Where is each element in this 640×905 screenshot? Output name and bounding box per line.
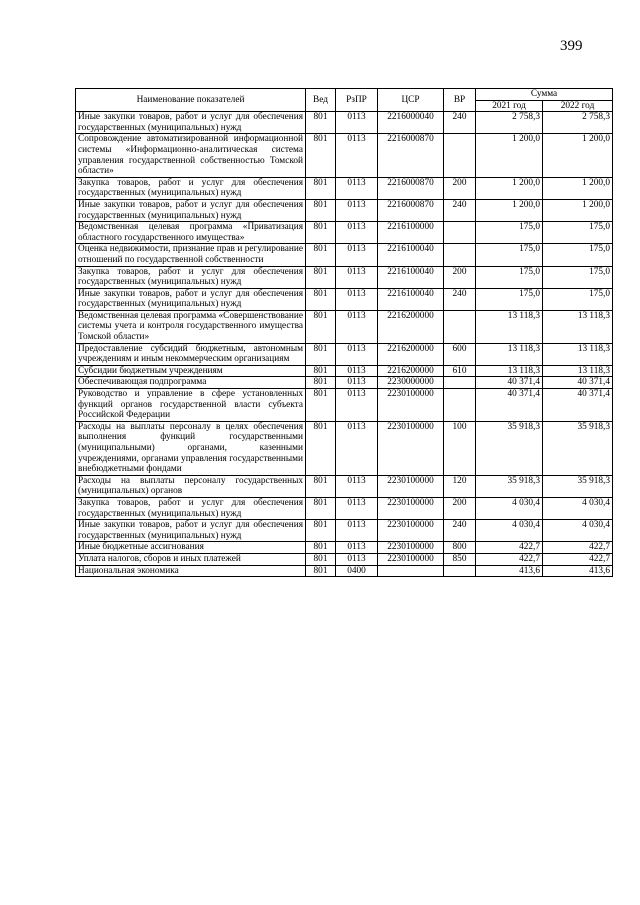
- cell-csr: 2216100040: [378, 266, 444, 288]
- cell-vr: [444, 134, 476, 177]
- cell-y2022: 1 200,0: [543, 177, 613, 199]
- cell-csr: [378, 565, 444, 577]
- cell-csr: 2230100000: [378, 421, 444, 475]
- cell-y2021: 1 200,0: [476, 134, 543, 177]
- cell-y2021: 13 118,3: [476, 365, 543, 377]
- header-name: Наименование показателей: [76, 89, 306, 112]
- cell-csr: 2230100000: [378, 475, 444, 497]
- cell-vr: 240: [444, 199, 476, 221]
- table-row: [76, 377, 613, 389]
- cell-ved: 801: [306, 377, 336, 389]
- cell-name: Ведомственная целевая программа «Совершенствование системы учета и контроля государственного имущества Томской области»: [76, 310, 306, 343]
- header-2021: 2021 год: [476, 100, 543, 112]
- cell-vr: 200: [444, 497, 476, 519]
- cell-rzpr: 0113: [336, 266, 378, 288]
- cell-csr: 2230100000: [378, 542, 444, 554]
- cell-vr: 850: [444, 553, 476, 565]
- cell-name: Субсидии бюджетным учреждениям: [76, 365, 306, 377]
- cell-rzpr: 0113: [336, 177, 378, 199]
- cell-y2021: 175,0: [476, 222, 543, 244]
- header-vr: ВР: [444, 89, 476, 112]
- table-body: [76, 112, 613, 577]
- cell-name: Закупка товаров, работ и услуг для обеспечения государственных (муниципальных) нужд: [76, 177, 306, 199]
- cell-csr: 2216000870: [378, 177, 444, 199]
- table-row: [76, 266, 613, 288]
- table-row: [76, 310, 613, 343]
- cell-y2021: 422,7: [476, 553, 543, 565]
- cell-ved: 801: [306, 222, 336, 244]
- cell-vr: 800: [444, 542, 476, 554]
- cell-name: Иные закупки товаров, работ и услуг для обеспечения государственных (муниципальных) нужд: [76, 112, 306, 134]
- cell-vr: [444, 565, 476, 577]
- header-2022: 2022 год: [543, 100, 613, 112]
- cell-vr: [444, 389, 476, 422]
- cell-y2022: 13 118,3: [543, 310, 613, 343]
- table-row: [76, 520, 613, 542]
- cell-y2021: 13 118,3: [476, 310, 543, 343]
- cell-rzpr: 0113: [336, 377, 378, 389]
- cell-rzpr: 0113: [336, 199, 378, 221]
- cell-name: Иные закупки товаров, работ и услуг для обеспечения государственных (муниципальных) нужд: [76, 199, 306, 221]
- cell-y2021: 35 918,3: [476, 475, 543, 497]
- cell-y2021: 4 030,4: [476, 520, 543, 542]
- cell-rzpr: 0113: [336, 134, 378, 177]
- cell-rzpr: 0113: [336, 542, 378, 554]
- cell-csr: 2216000040: [378, 112, 444, 134]
- cell-csr: 2230100000: [378, 520, 444, 542]
- cell-y2021: 35 918,3: [476, 421, 543, 475]
- cell-name: Национальная экономика: [76, 565, 306, 577]
- cell-name: Закупка товаров, работ и услуг для обеспечения государственных (муниципальных) нужд: [76, 266, 306, 288]
- cell-ved: 801: [306, 112, 336, 134]
- cell-vr: [444, 310, 476, 343]
- cell-csr: 2230000000: [378, 377, 444, 389]
- cell-csr: 2216000870: [378, 199, 444, 221]
- cell-ved: 801: [306, 553, 336, 565]
- cell-rzpr: 0113: [336, 553, 378, 565]
- cell-ved: 801: [306, 389, 336, 422]
- cell-csr: 2216200000: [378, 343, 444, 365]
- cell-name: Закупка товаров, работ и услуг для обеспечения государственных (муниципальных) нужд: [76, 497, 306, 519]
- cell-name: Иные закупки товаров, работ и услуг для обеспечения государственных (муниципальных) нужд: [76, 288, 306, 310]
- cell-ved: 801: [306, 365, 336, 377]
- cell-name: Сопровождение автоматизированной информационной системы «Информационно-аналитическая система управления государственной собственностью Томской области»: [76, 134, 306, 177]
- cell-y2021: 175,0: [476, 288, 543, 310]
- cell-y2022: 413,6: [543, 565, 613, 577]
- table-row: [76, 542, 613, 554]
- table-row: [76, 112, 613, 134]
- cell-rzpr: 0113: [336, 112, 378, 134]
- header-sum: Сумма: [476, 89, 613, 101]
- cell-name: Обеспечивающая подпрограмма: [76, 377, 306, 389]
- cell-y2022: 1 200,0: [543, 199, 613, 221]
- table-row: [76, 177, 613, 199]
- cell-ved: 801: [306, 199, 336, 221]
- cell-name: Предоставление субсидий бюджетным, автономным учреждениям и иным некоммерческим организациям: [76, 343, 306, 365]
- cell-name: Расходы на выплаты персоналу государственных (муниципальных) органов: [76, 475, 306, 497]
- cell-vr: 240: [444, 520, 476, 542]
- page-number: 399: [560, 38, 583, 54]
- header-rzpr: РзПР: [336, 89, 378, 112]
- cell-ved: 801: [306, 266, 336, 288]
- cell-ved: 801: [306, 288, 336, 310]
- cell-vr: 240: [444, 112, 476, 134]
- cell-ved: 801: [306, 244, 336, 266]
- table-row: [76, 244, 613, 266]
- cell-y2022: 4 030,4: [543, 497, 613, 519]
- cell-rzpr: 0113: [336, 497, 378, 519]
- cell-name: Иные бюджетные ассигнования: [76, 542, 306, 554]
- cell-ved: 801: [306, 475, 336, 497]
- table-header: [76, 89, 613, 112]
- table-row: [76, 222, 613, 244]
- cell-y2021: 413,6: [476, 565, 543, 577]
- cell-ved: 801: [306, 520, 336, 542]
- cell-rzpr: 0113: [336, 288, 378, 310]
- cell-ved: 801: [306, 343, 336, 365]
- cell-vr: [444, 222, 476, 244]
- cell-rzpr: 0113: [336, 475, 378, 497]
- table-row: [76, 389, 613, 422]
- table-row: [76, 553, 613, 565]
- cell-y2022: 422,7: [543, 542, 613, 554]
- cell-rzpr: 0113: [336, 222, 378, 244]
- cell-ved: 801: [306, 497, 336, 519]
- cell-y2021: 1 200,0: [476, 199, 543, 221]
- cell-y2022: 40 371,4: [543, 377, 613, 389]
- cell-csr: 2230100000: [378, 389, 444, 422]
- cell-rzpr: 0113: [336, 343, 378, 365]
- table-row: [76, 365, 613, 377]
- table-row: [76, 497, 613, 519]
- cell-y2022: 175,0: [543, 222, 613, 244]
- cell-ved: 801: [306, 421, 336, 475]
- cell-rzpr: 0400: [336, 565, 378, 577]
- cell-csr: 2216000870: [378, 134, 444, 177]
- cell-y2021: 40 371,4: [476, 389, 543, 422]
- cell-y2021: 175,0: [476, 244, 543, 266]
- cell-y2021: 2 758,3: [476, 112, 543, 134]
- table-row: [76, 343, 613, 365]
- cell-vr: 200: [444, 177, 476, 199]
- cell-name: Ведомственная целевая программа «Приватизация областного государственного имущества»: [76, 222, 306, 244]
- table-row: [76, 288, 613, 310]
- cell-y2022: 175,0: [543, 288, 613, 310]
- cell-y2022: 35 918,3: [543, 475, 613, 497]
- cell-name: Оценка недвижимости, признание прав и регулирование отношений по государственной собственности: [76, 244, 306, 266]
- cell-y2022: 2 758,3: [543, 112, 613, 134]
- cell-ved: 801: [306, 542, 336, 554]
- cell-y2022: 175,0: [543, 244, 613, 266]
- cell-y2021: 1 200,0: [476, 177, 543, 199]
- cell-vr: 200: [444, 266, 476, 288]
- table-row: [76, 199, 613, 221]
- cell-csr: 2216100040: [378, 288, 444, 310]
- cell-y2022: 1 200,0: [543, 134, 613, 177]
- cell-vr: 600: [444, 343, 476, 365]
- cell-rzpr: 0113: [336, 310, 378, 343]
- cell-ved: 801: [306, 310, 336, 343]
- table-row: [76, 565, 613, 577]
- cell-csr: 2216100000: [378, 222, 444, 244]
- cell-y2021: 13 118,3: [476, 343, 543, 365]
- cell-y2022: 40 371,4: [543, 389, 613, 422]
- cell-y2021: 422,7: [476, 542, 543, 554]
- cell-vr: 120: [444, 475, 476, 497]
- cell-y2021: 175,0: [476, 266, 543, 288]
- cell-csr: 2216100040: [378, 244, 444, 266]
- cell-y2022: 175,0: [543, 266, 613, 288]
- cell-ved: 801: [306, 177, 336, 199]
- cell-ved: 801: [306, 134, 336, 177]
- cell-rzpr: 0113: [336, 389, 378, 422]
- cell-csr: 2216200000: [378, 365, 444, 377]
- cell-rzpr: 0113: [336, 520, 378, 542]
- cell-vr: [444, 244, 476, 266]
- budget-table: [75, 88, 613, 577]
- cell-y2022: 13 118,3: [543, 343, 613, 365]
- cell-vr: [444, 377, 476, 389]
- cell-y2021: 4 030,4: [476, 497, 543, 519]
- table-row: [76, 421, 613, 475]
- cell-rzpr: 0113: [336, 244, 378, 266]
- cell-csr: 2216200000: [378, 310, 444, 343]
- cell-name: Уплата налогов, сборов и иных платежей: [76, 553, 306, 565]
- cell-csr: 2230100000: [378, 497, 444, 519]
- cell-y2022: 4 030,4: [543, 520, 613, 542]
- cell-csr: 2230100000: [378, 553, 444, 565]
- cell-vr: 100: [444, 421, 476, 475]
- table-row: [76, 134, 613, 177]
- cell-vr: 610: [444, 365, 476, 377]
- cell-vr: 240: [444, 288, 476, 310]
- cell-name: Руководство и управление в сфере установленных функций органов государственной власти субъекта Российской Федерации: [76, 389, 306, 422]
- cell-y2022: 422,7: [543, 553, 613, 565]
- cell-y2022: 13 118,3: [543, 365, 613, 377]
- cell-y2021: 40 371,4: [476, 377, 543, 389]
- cell-rzpr: 0113: [336, 365, 378, 377]
- cell-name: Иные закупки товаров, работ и услуг для обеспечения государственных (муниципальных) нужд: [76, 520, 306, 542]
- table-row: [76, 475, 613, 497]
- cell-y2022: 35 918,3: [543, 421, 613, 475]
- header-csr: ЦСР: [378, 89, 444, 112]
- cell-name: Расходы на выплаты персоналу в целях обеспечения выполнения функций государственными (муниципальными) органами, казенными учреждениями, органами управления государственными внебюджетными фондами: [76, 421, 306, 475]
- header-ved: Вед: [306, 89, 336, 112]
- cell-ved: 801: [306, 565, 336, 577]
- cell-rzpr: 0113: [336, 421, 378, 475]
